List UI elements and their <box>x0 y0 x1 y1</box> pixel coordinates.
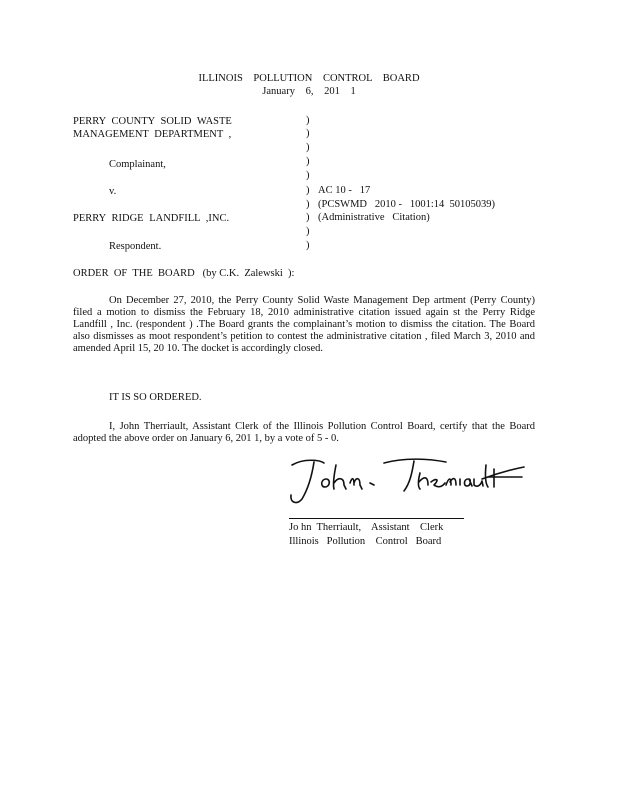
so-ordered: IT IS SO ORDERED. <box>109 392 202 403</box>
case-sub-number: (PCSWMD 2010 - 1001:14 50105039) <box>318 199 496 210</box>
complainant-name-line-1: PERRY COUNTY SOLID WASTE <box>73 116 232 127</box>
caption-separator: ) <box>306 128 310 139</box>
case-type: (Administrative Citation) <box>318 212 430 223</box>
signer-board-name: Illinois Pollution Control Board <box>289 536 442 547</box>
caption-separator: ) <box>306 226 310 237</box>
respondent-role: Respondent. <box>109 241 162 252</box>
complainant-name-line-2: MANAGEMENT DEPARTMENT , <box>73 129 232 140</box>
complainant-role: Complainant, <box>109 159 166 170</box>
agency-title: ILLINOIS POLLUTION CONTROL BOARD <box>198 73 420 84</box>
caption-separator: ) <box>306 212 310 223</box>
handwritten-signature <box>288 455 528 513</box>
order-title: ORDER OF THE BOARD (by C.K. Zalewski ): <box>73 268 295 279</box>
caption-separator: ) <box>306 199 310 210</box>
caption-separator: ) <box>306 115 310 126</box>
versus-label: v. <box>109 186 117 197</box>
case-number: AC 10 - 17 <box>318 185 371 196</box>
caption-separator: ) <box>306 185 310 196</box>
caption-separator: ) <box>306 142 310 153</box>
caption-separator: ) <box>306 156 310 167</box>
caption-separator: ) <box>306 170 310 181</box>
respondent-name: PERRY RIDGE LANDFILL ,INC. <box>73 213 230 224</box>
order-date: January 6, 201 1 <box>262 86 356 97</box>
signer-name-title: Jo hn Therriault, Assistant Clerk <box>289 522 444 533</box>
certification-paragraph: I, John Therriault, Assistant Clerk of the Illinois Pollution Control Board, certify that the Board adopted the above order on January 6, 201 1, by a vote of 5 - 0. <box>73 421 535 444</box>
signature-line <box>289 518 464 519</box>
caption-separator: ) <box>306 240 310 251</box>
order-body-paragraph: On December 27, 2010, the Perry County Solid Waste Management Dep artment (Perry County) filed a motion to dismiss the February 18, 2010 administrative citation issued again st the Perry Ridge Landfill , Inc. (respondent ) .The Board grants the complainant’s motion to dismiss the citation. The Board also dismisses as moot respondent’s petition to contest the administrative citation , filed March 3, 2010 and amended April 15, 20 10. The docket is accordingly closed. <box>73 295 535 354</box>
